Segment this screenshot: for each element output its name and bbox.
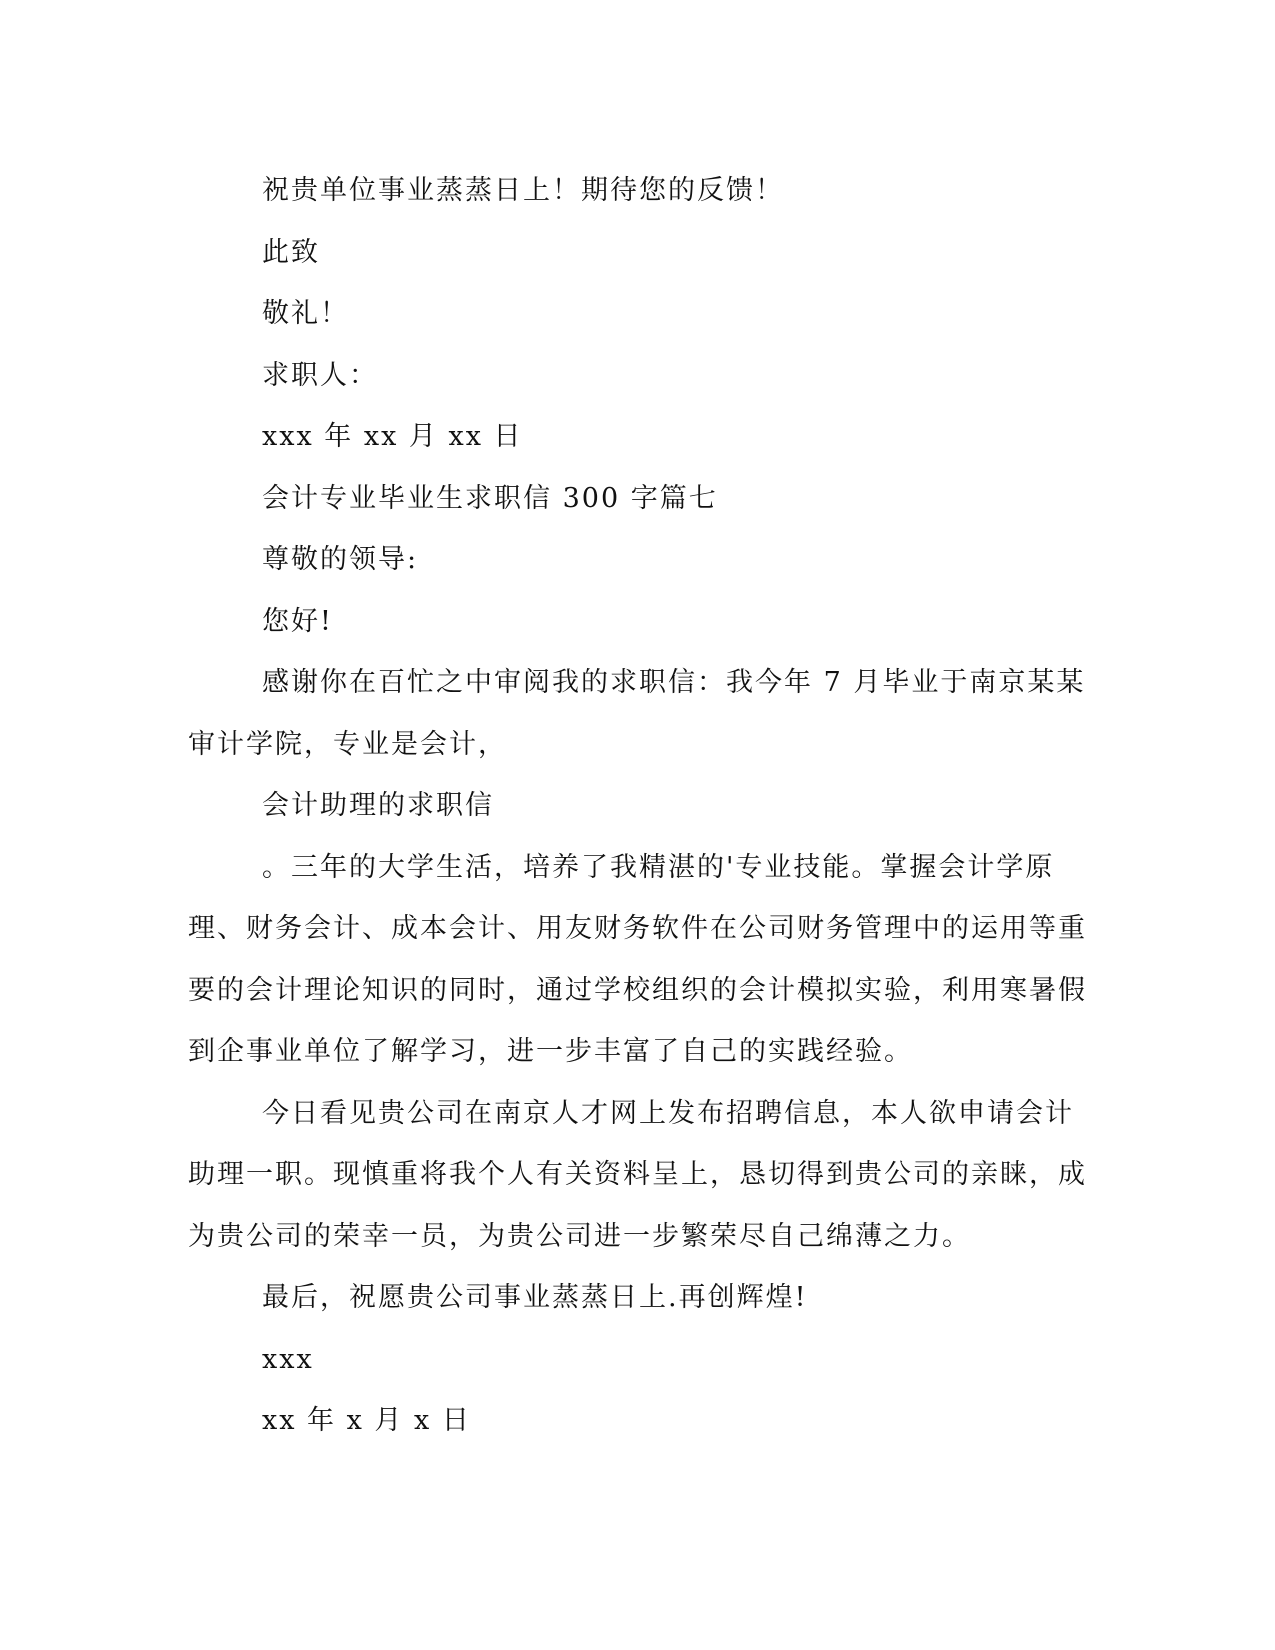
salutation-jingli: 敬礼！ <box>262 298 349 329</box>
date-line: xxx 年 xx 月 xx 日 <box>262 421 523 452</box>
body-paragraph: 今日看见贵公司在南京人才网上发布招聘信息，本人欲申请会计助理一职。现慎重将我个人有关资料呈上，恳切得到贵公司的亲睐，成为贵公司的荣幸一员，为贵公司进一步繁荣尽自己绵薄之力。 <box>188 1097 1087 1252</box>
greeting-recipient: 尊敬的领导: <box>262 544 419 575</box>
section-title: 会计专业毕业生求职信 300 字篇七 <box>262 482 718 514</box>
signature-date: xx 年 x 月 x 日 <box>262 1405 471 1436</box>
greeting-hello: 您好! <box>262 605 333 637</box>
body-paragraph: 感谢你在百忙之中审阅我的求职信：我今年 7 月毕业于南京某某审计学院，专业是会计， <box>188 667 1086 760</box>
signature: xxx <box>262 1343 314 1375</box>
applicant-label: 求职人： <box>262 359 378 391</box>
salutation-cizhi: 此致 <box>262 236 320 268</box>
closing-wish: 祝贵单位事业蒸蒸日上！期待您的反馈！ <box>262 175 784 206</box>
body-subtitle: 会计助理的求职信 <box>262 790 494 821</box>
body-paragraph: 。三年的大学生活，培养了我精湛的'专业技能。掌握会计学原理、财务会计、成本会计、用友财务软件在公司财务管理中的运用等重要的会计理论知识的同时，通过学校组织的会计模拟实验，利用寒暑假到企事业单位了解学习，进一步丰富了自己的实践经验。 <box>188 851 1087 1067</box>
closing-paragraph: 最后，祝愿贵公司事业蒸蒸日上.再创辉煌! <box>262 1282 808 1313</box>
letter-body <box>188 160 1088 1452</box>
